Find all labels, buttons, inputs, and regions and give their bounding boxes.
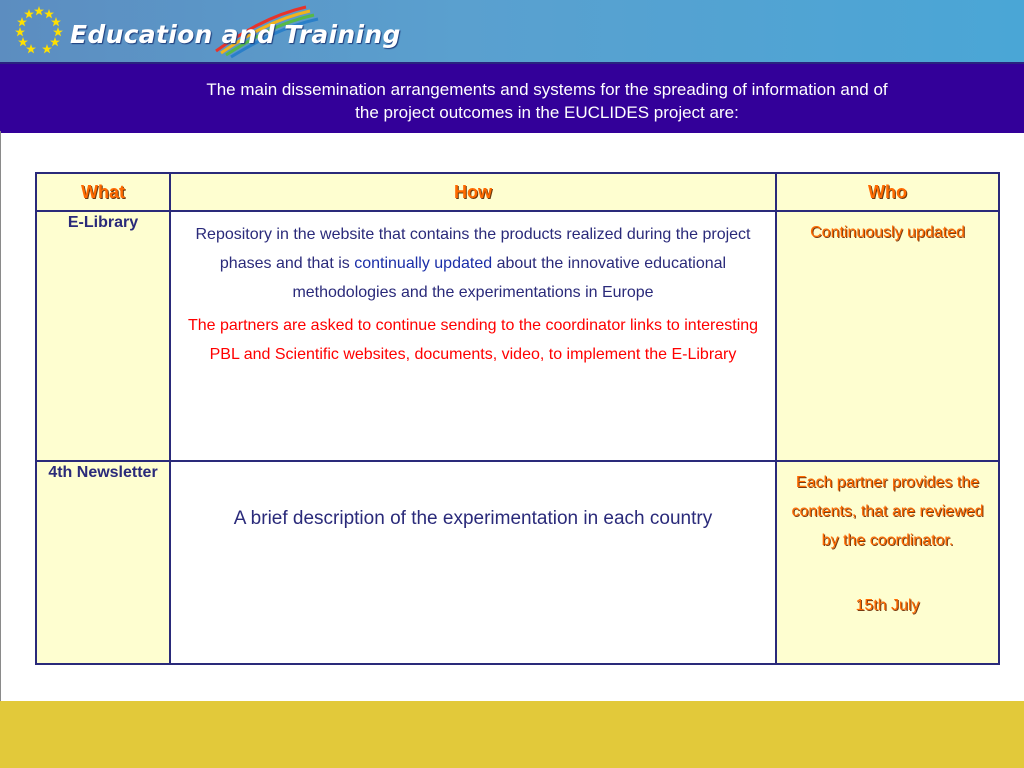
cell-how (170, 211, 776, 461)
table-row-newsletter (36, 461, 999, 664)
logo-wordmark: Education and Training (70, 20, 401, 49)
table-header-row (36, 173, 999, 211)
dissemination-table (35, 172, 1000, 665)
how-request: The partners are asked to continue sending to the coordinator links to interesting PBL and Scientific websites, documents, video, to implement the E-Library (187, 317, 759, 363)
how-text-a: Repository in the website that contains the products realized during the project phases and that is (195, 226, 751, 272)
left-frame-line (0, 131, 1, 701)
table-row-e-library (36, 211, 999, 461)
cell-who (776, 461, 999, 664)
who-text: Continuously updated (810, 224, 965, 241)
header-how: How (170, 173, 776, 211)
slide-title (120, 78, 974, 124)
cell-who (776, 211, 999, 461)
header-what: What (36, 173, 170, 211)
title-line-2: the project outcomes in the EUCLIDES project are: (355, 103, 739, 122)
how-description: A brief description of the experimentation in each country (233, 508, 713, 529)
cell-what: E-Library (36, 211, 170, 461)
how-description (179, 220, 767, 307)
cell-what: 4th Newsletter (36, 461, 170, 664)
cell-how (170, 461, 776, 664)
who-text: Each partner provides the contents, that are reviewed by the coordinator. (791, 474, 984, 549)
title-band (0, 62, 1024, 133)
who-date: 15th July (855, 597, 920, 614)
header-who: Who (776, 173, 999, 211)
title-line-1: The main dissemination arrangements and systems for the spreading of information and of (206, 80, 888, 99)
eu-stars-icon (10, 2, 68, 56)
how-highlight: continually updated (354, 255, 493, 272)
how-text-b: about the innovative educational methodologies and the experimentations in Europe (292, 255, 727, 301)
header-bar (0, 0, 1024, 62)
footer-bar (0, 701, 1024, 768)
